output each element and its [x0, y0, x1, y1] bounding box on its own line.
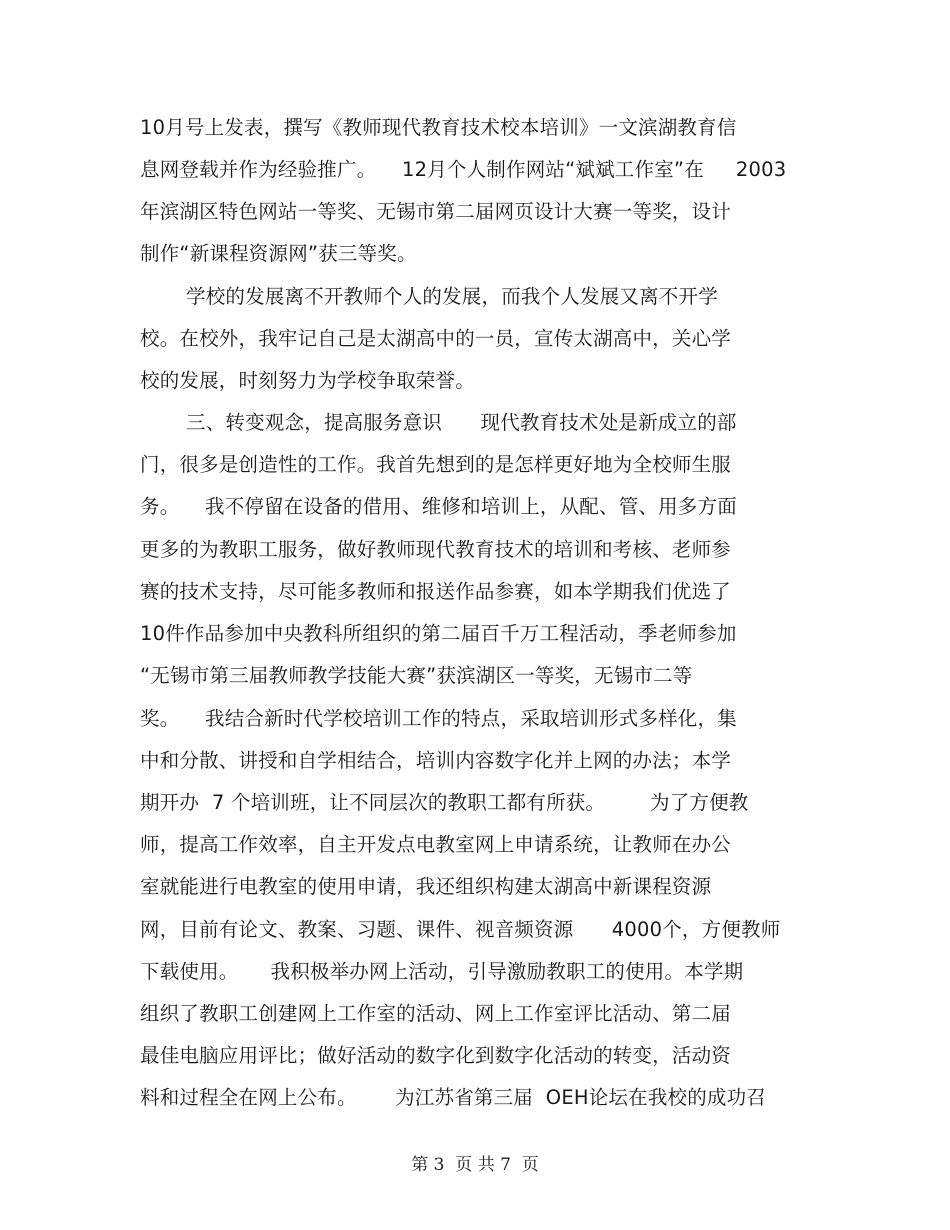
text-line-1: 10月号上发表，撰写《教师现代教育技术校本培训》一文滨湖教育信: [140, 116, 737, 139]
text-line-2: 息网登载并作为经验推广。 12月个人制作网站“斌斌工作室”在 2003: [140, 158, 787, 181]
text-line-15: 奖。 我结合新时代学校培训工作的特点，采取培训形式多样化，集: [140, 707, 737, 730]
text-line-8: 三、转变观念，提高服务意识 现代教育技术处是新成立的部: [186, 411, 737, 434]
page-footer: 第 3 页 共 7 页: [411, 1155, 539, 1175]
text-line-19: 室就能进行电教室的使用申请，我还组织构建太湖高中新课程资源: [140, 875, 712, 898]
text-line-16: 中和分散、讲授和自学相结合，培训内容数字化并上网的办法；本学: [140, 749, 732, 772]
text-line-11: 更多的为教职工服务，做好教师现代教育技术的培训和考核、老师参: [140, 538, 732, 561]
text-line-13: 10件作品参加中央教科所组织的第二届百千万工程活动，季老师参加: [140, 622, 737, 645]
text-line-18: 师，提高工作效率，自主开发点电教室网上申请系统，让教师在办公: [140, 833, 732, 856]
text-line-9: 门，很多是创造性的工作。我首先想到的是怎样更好地为全校师生服: [140, 453, 732, 476]
text-line-14: “无锡市第三届教师教学技能大赛”获滨湖区一等奖，无锡市二等: [140, 664, 693, 687]
text-line-17: 期开办 7 个培训班，让不同层次的教职工都有所获。 为了方便教: [140, 791, 749, 814]
text-line-10: 务。 我不停留在设备的借用、维修和培训上，从配、管、用多方面: [140, 495, 737, 518]
text-line-6: 校。在校外，我牢记自己是太湖高中的一员，宣传太湖高中，关心学: [140, 327, 732, 350]
text-line-21: 下载使用。 我积极举办网上活动，引导激励教职工的使用。本学期: [140, 960, 744, 983]
text-line-24: 料和过程全在网上公布。 为江苏省第三届 OEH论坛在我校的成功召: [140, 1086, 767, 1109]
text-line-3: 年滨湖区特色网站一等奖、无锡市第二届网页设计大赛一等奖，设计: [140, 200, 732, 223]
text-line-7: 校的发展，时刻努力为学校争取荣誉。: [140, 369, 475, 392]
text-line-4: 制作“新课程资源网”获三等奖。: [140, 242, 417, 265]
text-line-5: 学校的发展离不开教师个人的发展，而我个人发展又离不开学: [186, 285, 718, 308]
text-line-20: 网，目前有论文、教案、习题、课件、视音频资源 4000个，方便教师: [140, 918, 781, 941]
text-line-12: 赛的技术支持，尽可能多教师和报送作品参赛，如本学期我们优选了: [140, 580, 732, 603]
text-line-22: 组织了教职工创建网上工作室的活动、网上工作室评比活动、第二届: [140, 1002, 732, 1025]
text-line-23: 最佳电脑应用评比；做好活动的数字化到数字化活动的转变，活动资: [140, 1044, 732, 1067]
